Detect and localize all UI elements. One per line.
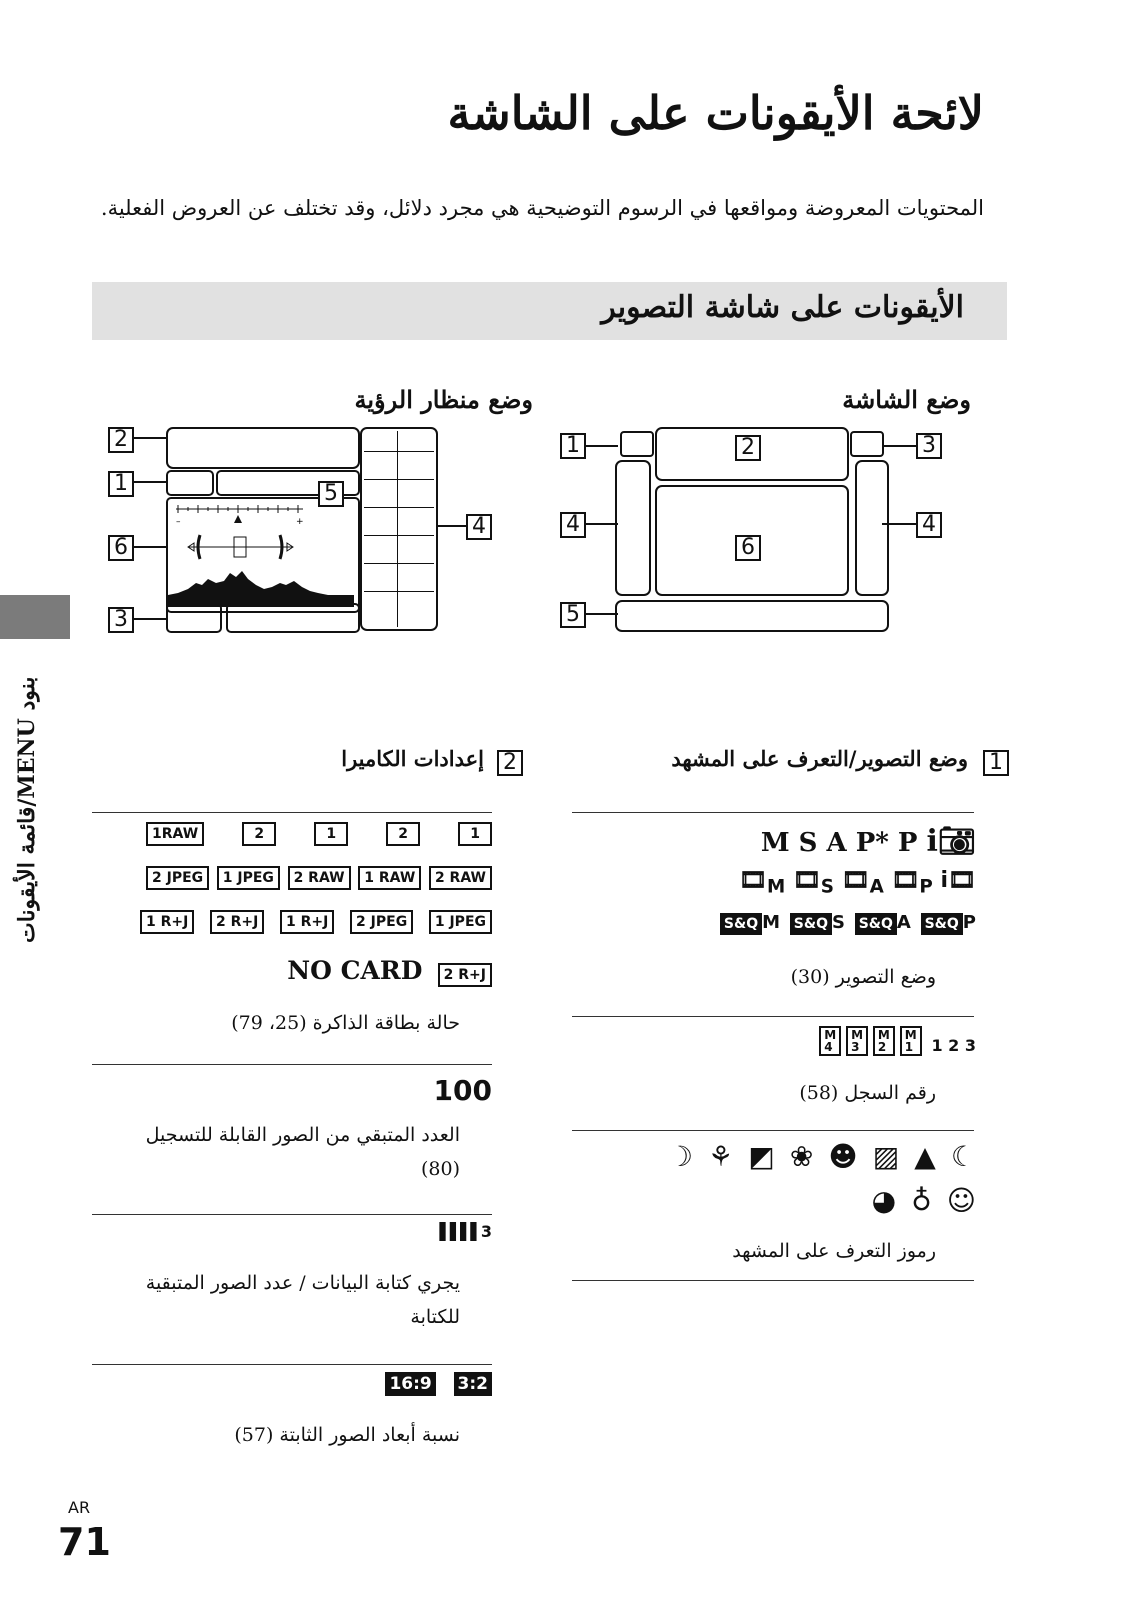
backlight-portrait-icon: ▨ [872,1140,900,1173]
card-write-1rj-icon: 1 R+J [140,910,194,934]
svg-text:–: – [176,517,181,527]
footer-lang: AR [68,1498,91,1517]
card-2raw-icon: 2 RAW [429,866,492,890]
landscape-icon: ▲ [914,1140,936,1173]
card-1raw-icon: 1RAW [146,822,204,846]
sq-modes-row: S&Q M S&Q S S&Q A S&Q P [720,912,976,933]
moving-subject-icon: ☺ [946,1184,976,1217]
remaining-images-page: (80) [420,1158,460,1180]
card-write-2jpeg-icon: 2 JPEG [350,910,413,934]
mode-dial-row [761,824,976,859]
svg-text:+: + [296,517,304,527]
movie-modes-row [739,868,976,897]
card-write-2raw-icon: 2 RAW [288,866,351,890]
card-2rj-icon: 2 R+J [210,910,264,934]
register-number-caption: رقم السجل (58) [799,1082,936,1104]
vf-callout-5: 5 [318,481,344,507]
page-title: لائحة الأيقونات على الشاشة [447,86,984,140]
memory-card-caption: حالة بطاقة الذاكرة (25، 79) [231,1012,460,1034]
camera-settings-heading: إعدادات الكاميرا [341,746,484,771]
writing-data-caption: يجري كتابة البيانات / عدد الصور المتبقية [145,1272,460,1294]
card-write-1raw-icon: 1 RAW [358,866,421,890]
sq-icon-s: S&Q [790,913,832,935]
intro-text: المحتويات المعروضة ومواقعها في الرسوم التوضيحية هي مجرد دلائل، وقد تختلف عن العروض الفعلية. [100,196,984,220]
heading-num-2: 2 [497,750,523,776]
card-status-row1 [146,822,492,846]
card-write-2rj-icon: 2 R+J [438,963,492,987]
viewfinder-diagram [108,425,508,650]
writing-data-icon: ▌▌▌▌3 [439,1222,492,1241]
card-2jpeg-icon: 2 JPEG [146,866,209,890]
movie-icon-s: $🎞︎_S$ [792,868,834,898]
card-status-row2 [146,866,492,890]
callout-6: 6 [735,535,761,561]
shooting-mode-heading: وضع التصوير/التعرف على المشهد [671,746,968,771]
heading-num-1: 1 [983,750,1009,776]
monitor-mode-label: وضع الشاشة [842,385,971,414]
memory-icon-4: M 4 [819,1026,841,1056]
card-1rj-icon: 1 R+J [280,910,334,934]
memory-recall-row [819,1026,976,1056]
callout-5: 5 [560,602,586,628]
vf-callout-6: 6 [108,535,134,561]
card-status-row3 [140,910,492,934]
level-gauge-and-histogram [168,499,354,607]
shooting-mode-caption: وضع التصوير (30) [790,966,936,988]
no-card-row [287,956,492,987]
page-number: 71 [58,1520,111,1564]
card-1jpeg-icon: 1 JPEG [217,866,280,890]
card-write-1jpeg-icon: 1 JPEG [429,910,492,934]
card-slot-1-icon: 1 [458,822,492,846]
exposure-modes: M S A P* P [760,828,918,858]
monitor-diagram [560,425,980,645]
card-write-1-icon: 1 [314,822,348,846]
vf-callout-2: 2 [108,427,134,453]
scene-icons-row1 [658,1140,976,1173]
memory-number-tail: 1 2 3 [931,1036,976,1055]
aspect-3-2-icon: 3:2 [454,1372,492,1396]
callout-4b: 4 [916,512,942,538]
sq-icon-m: S&Q [720,913,762,935]
tripod-icon: ♁ [911,1184,932,1217]
scene-icons-row2 [862,1184,976,1217]
writing-data-caption-2: للكتابة [410,1306,460,1328]
remaining-images-caption: العدد المتبقي من الصور القابلة للتسجيل [145,1124,460,1146]
callout-2: 2 [735,435,761,461]
side-label: قائمة الأيقونات/MENU بنود [14,676,40,944]
card-slot-2-icon: 2 [386,822,420,846]
aspect-ratio-caption: نسبة أبعاد الصور الثابتة (57) [234,1424,460,1446]
callout-1: 1 [560,433,586,459]
night-scene-icon: ☾ [950,1140,976,1173]
viewfinder-mode-label: وضع منظار الرؤية [354,385,533,414]
spotlight-icon: ❀ [789,1140,814,1173]
macro-icon: ⚘ [708,1140,734,1173]
side-tab [0,595,70,639]
memory-icon-1: M 1 [900,1026,922,1056]
vf-callout-3: 3 [108,607,134,633]
intelligent-movie-icon: i🎞︎ [940,868,976,893]
portrait-icon: ☻ [828,1140,858,1173]
scene-recognition-caption: رموز التعرف على المشهد [732,1240,936,1262]
memory-icon-3: M 3 [846,1026,868,1056]
baby-icon: ◕ [871,1184,897,1217]
callout-3: 3 [916,433,942,459]
memory-icon-2: M 2 [873,1026,895,1056]
vf-callout-4: 4 [466,514,492,540]
section-title: الأيقونات على شاشة التصوير [601,290,964,325]
aspect-16-9-icon: 16:9 [385,1372,435,1396]
vf-callout-1: 1 [108,471,134,497]
movie-icon-p: $🎞︎_P$ [891,868,933,898]
backlight-icon: ◩ [748,1140,775,1173]
sq-icon-a: S&Q [855,913,897,935]
remaining-count: 100 [433,1074,492,1107]
card-write-2-icon: 2 [242,822,276,846]
no-card-text: NO CARD [287,956,423,985]
intelligent-auto-icon: i📷︎ [926,824,976,859]
night-portrait-icon: ☽ [667,1140,693,1173]
callout-4a: 4 [560,512,586,538]
movie-icon-a: $🎞︎_A$ [841,868,884,898]
sq-icon-p: S&Q [921,913,963,935]
movie-icon-m: $🎞︎_M$ [739,868,786,898]
aspect-ratio-icons [385,1374,492,1394]
